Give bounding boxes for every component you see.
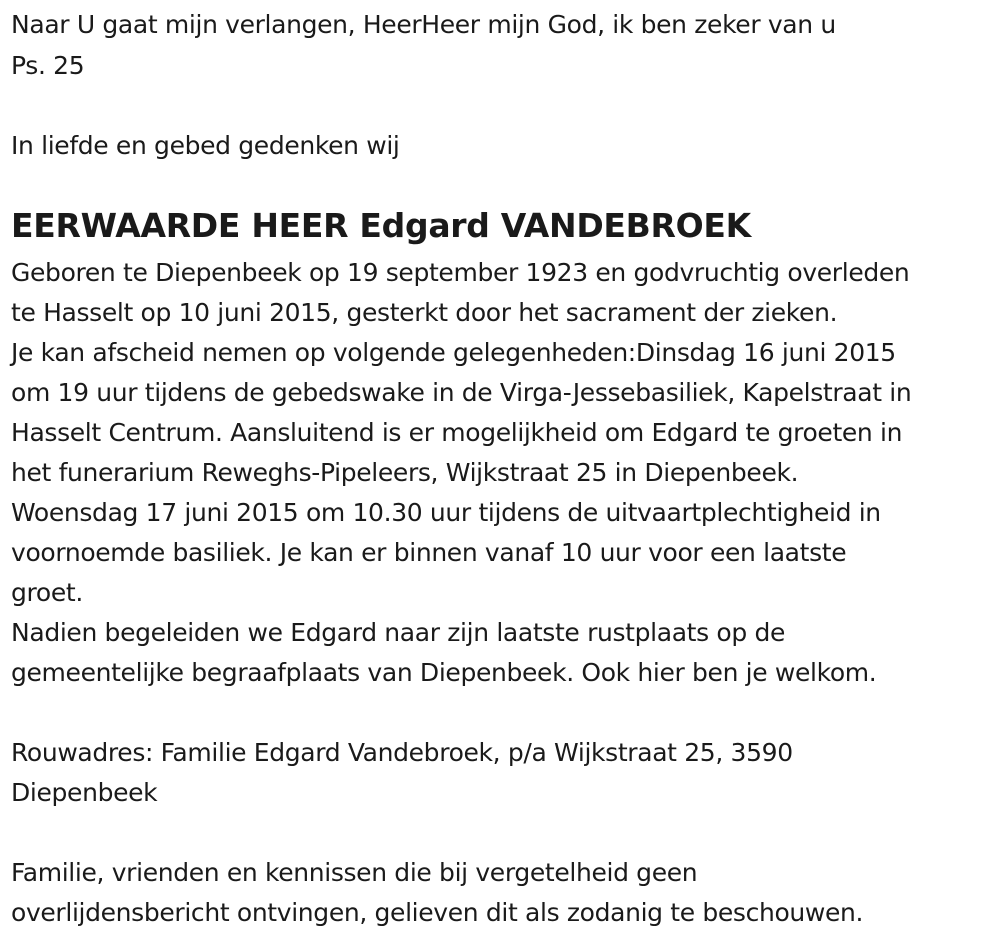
body-line: voornoemde basiliek. Je kan er binnen vanaf 10 uur voor een laatste	[11, 538, 847, 567]
body-line: om 19 uur tijdens de gebedswake in de Virga-Jessebasiliek, Kapelstraat in	[11, 378, 912, 407]
closing-line: overlijdensbericht ontvingen, gelieven dit als zodanig te beschouwen.	[11, 898, 864, 927]
body-line: Hasselt Centrum. Aansluitend is er mogelijkheid om Edgard te groeten in	[11, 418, 903, 447]
body-line: Geboren te Diepenbeek op 19 september 1923 en godvruchtig overleden	[11, 258, 910, 287]
body-line: het funerarium Reweghs-Pipeleers, Wijkstraat 25 in Diepenbeek.	[11, 458, 799, 487]
body-line: gemeentelijke begraafplaats van Diepenbeek. Ook hier ben je welkom.	[11, 658, 877, 687]
body-line: te Hasselt op 10 juni 2015, gesterkt door het sacrament der zieken.	[11, 298, 838, 327]
closing-line: Familie, vrienden en kennissen die bij vergetelheid geen	[11, 858, 698, 887]
address-line: Rouwadres: Familie Edgard Vandebroek, p/a Wijkstraat 25, 3590	[11, 738, 793, 767]
deceased-name: EERWAARDE HEER Edgard VANDEBROEK	[11, 206, 751, 245]
verse-reference: Ps. 25	[11, 51, 85, 80]
verse-text: Naar U gaat mijn verlangen, HeerHeer mijn God, ik ben zeker van u	[11, 10, 836, 39]
address-line: Diepenbeek	[11, 778, 158, 807]
body-line: Je kan afscheid nemen op volgende gelegenheden:Dinsdag 16 juni 2015	[11, 338, 896, 367]
body-line: groet.	[11, 578, 83, 607]
body-line: Nadien begeleiden we Edgard naar zijn laatste rustplaats op de	[11, 618, 786, 647]
intro-text: In liefde en gebed gedenken wij	[11, 131, 400, 160]
body-line: Woensdag 17 juni 2015 om 10.30 uur tijdens de uitvaartplechtigheid in	[11, 498, 881, 527]
